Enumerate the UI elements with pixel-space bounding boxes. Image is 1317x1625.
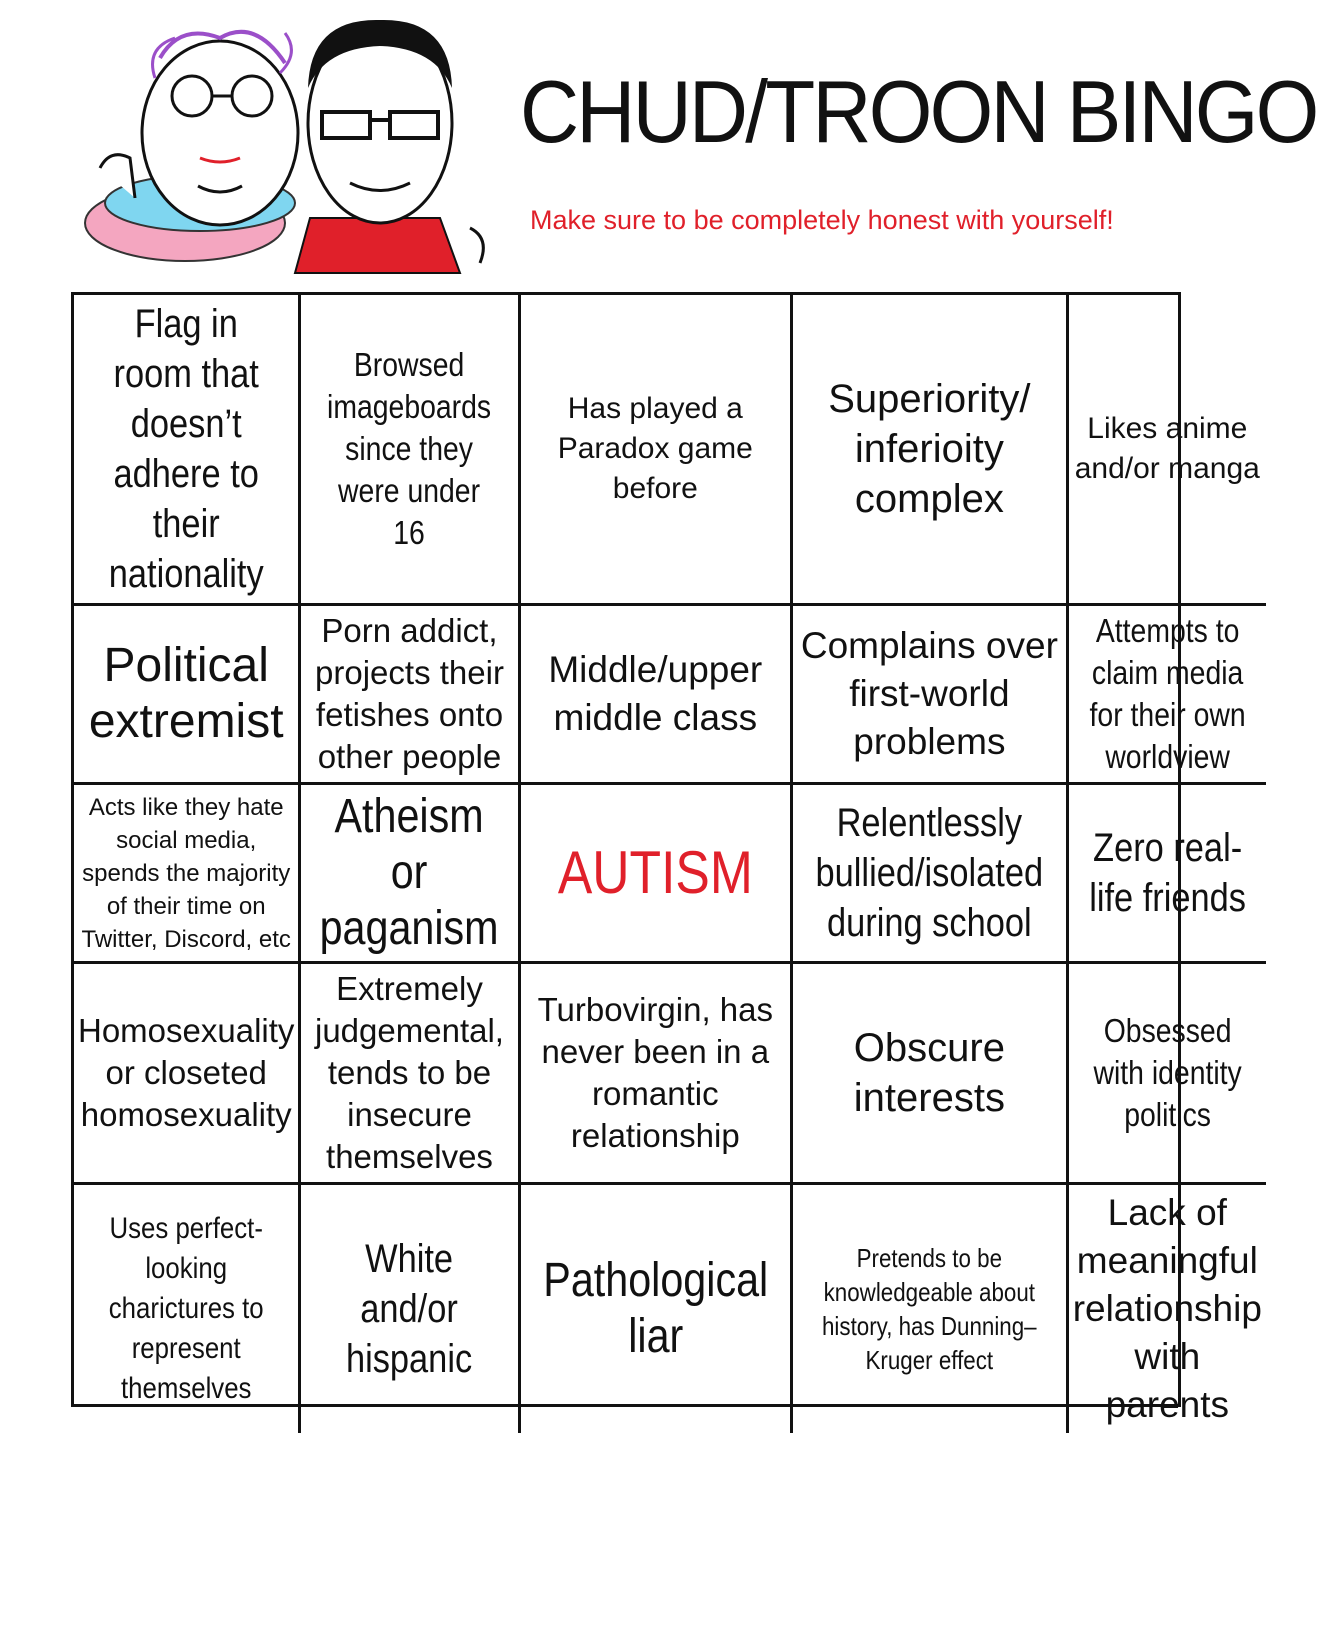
bingo-cell-text: Superiority/ inferioity complex — [828, 377, 1031, 521]
bingo-cell-text: Porn addict, projects their fetishes onto other people — [315, 612, 504, 775]
bingo-cell[interactable] — [521, 1185, 794, 1433]
bingo-cell-text: Uses perfect-looking charictures to represent themselves — [108, 1212, 264, 1405]
bingo-cell[interactable] — [793, 1185, 1069, 1433]
bingo-cell-text: Acts like they hate social media, spends the majority of their time on Twitter, Discord, etc — [81, 793, 291, 953]
left-figure — [85, 32, 298, 261]
bingo-cell-text: Complains over first-world problems — [800, 625, 1058, 762]
bingo-cell-text: Attempts to claim media for their own worldview — [1089, 612, 1246, 775]
right-figure — [295, 20, 483, 273]
bingo-cell-text: Pretends to be knowledgeable about history, has Dunning–Kruger effect — [822, 1243, 1037, 1375]
bingo-cell[interactable] — [793, 964, 1069, 1185]
bingo-cell-text: Middle/upper middle class — [548, 649, 763, 738]
bingo-cell-text: Atheism or paganism — [319, 790, 499, 955]
bingo-cell[interactable] — [521, 964, 794, 1185]
bingo-cell-text: Political extremist — [88, 639, 284, 748]
bingo-cell-text: Extremely judgemental, tends to be insecure themselves — [315, 970, 504, 1175]
bingo-cell[interactable] — [793, 606, 1069, 785]
bingo-cell-text: Homosexuality or closeted homosexuality — [78, 1012, 295, 1133]
bingo-cell[interactable] — [74, 606, 301, 785]
bingo-cell-text: White and/or hispanic — [346, 1237, 473, 1381]
bingo-cell[interactable] — [1069, 606, 1266, 785]
bingo-grid — [71, 292, 1262, 1425]
bingo-cell-text: Turbovirgin, has never been in a romantic relationship — [537, 991, 773, 1154]
bingo-cell[interactable] — [521, 606, 794, 785]
page-title: CHUD/TROON BINGO — [520, 62, 1317, 161]
bingo-cell[interactable] — [793, 295, 1069, 606]
bingo-cell-text: Browsed imageboards since they were under 16 — [327, 346, 492, 551]
bingo-cell-text: Obsessed with identity politics — [1093, 1012, 1242, 1133]
bingo-cell[interactable] — [74, 964, 301, 1185]
bingo-cell-text: Flag in room that doesn’t adhere to their nationality — [108, 302, 264, 596]
bingo-cell[interactable] — [1069, 1185, 1266, 1433]
bingo-cell-text: Likes anime and/or manga — [1074, 412, 1260, 485]
bingo-cell-text: Pathological liar — [542, 1254, 768, 1363]
bingo-cell-text: Relentlessly bullied/isolated during school — [815, 801, 1044, 945]
bingo-cell[interactable] — [521, 295, 794, 606]
bingo-cell-text: Obscure interests — [853, 1026, 1005, 1120]
bingo-cell[interactable] — [301, 785, 520, 964]
bingo-cell[interactable] — [1069, 295, 1266, 606]
bingo-cell-text: AUTISM — [557, 839, 753, 906]
bingo-cell[interactable] — [793, 785, 1069, 964]
bingo-cell[interactable] — [1069, 785, 1266, 964]
bingo-cell[interactable] — [74, 785, 301, 964]
page-subtitle: Make sure to be completely honest with yourself! — [530, 205, 1114, 235]
bingo-cell[interactable] — [301, 606, 520, 785]
bingo-cell[interactable] — [301, 295, 520, 606]
bingo-cell[interactable] — [301, 964, 520, 1185]
bingo-cell-text: Zero real-life friends — [1088, 826, 1246, 920]
bingo-cell[interactable] — [521, 785, 794, 964]
bingo-cell-text: Lack of meaningful relationship with parents — [1072, 1192, 1262, 1425]
bingo-cell[interactable] — [74, 1185, 301, 1433]
bingo-cell[interactable] — [74, 295, 301, 606]
bingo-cell[interactable] — [1069, 964, 1266, 1185]
cartoon-illustration — [80, 8, 500, 278]
bingo-cell[interactable] — [301, 1185, 520, 1433]
bingo-cell-text: Has played a Paradox game before — [557, 392, 753, 505]
